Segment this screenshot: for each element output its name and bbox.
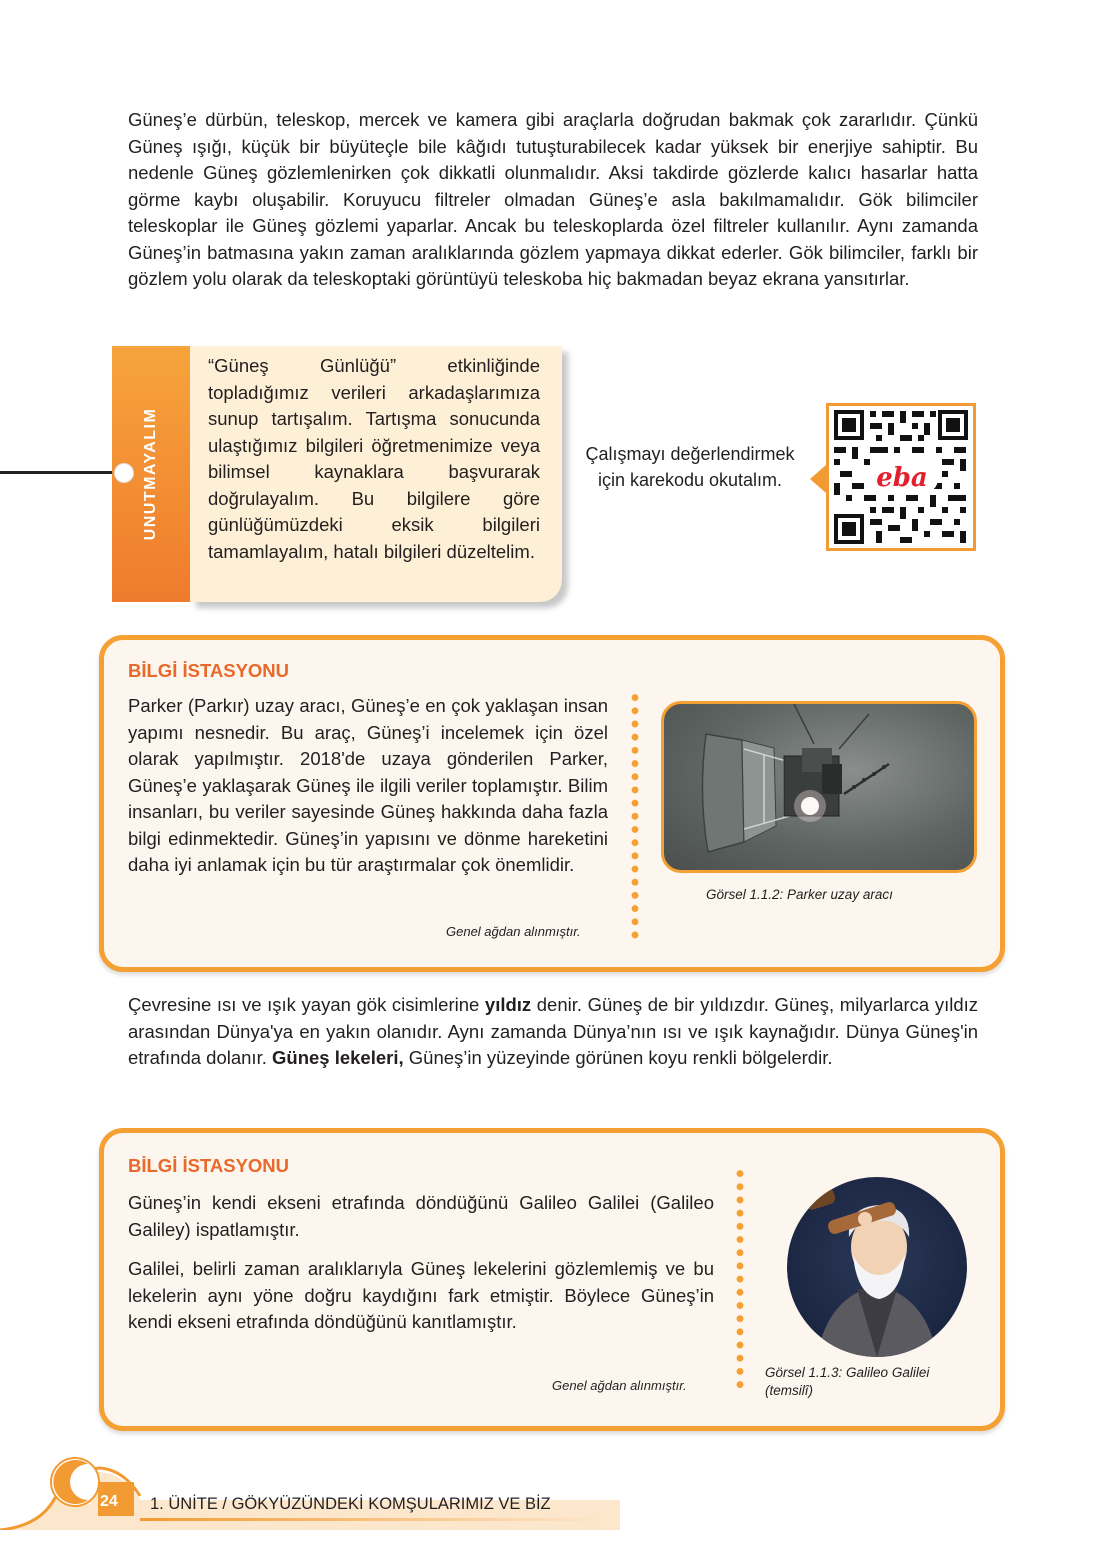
galileo-caption	[765, 1364, 929, 1400]
term-gunes-lekeleri: Güneş lekeleri,	[272, 1047, 404, 1068]
galileo-paragraph-1: Güneş’in kendi ekseni etrafında döndüğünü Galileo Galilei (Galileo Galiley) ispatlamıştır.	[128, 1192, 714, 1240]
qr-instruction: Çalışmayı değerlendirmek için karekodu okutalım.	[585, 444, 795, 490]
bilgi-istasyonu-title-2: BİLGİ İSTASYONU	[128, 1155, 290, 1176]
unit-title: 1. ÜNİTE / GÖKYÜZÜNDEKİ KOMŞULARIMIZ VE BİZ	[150, 1495, 551, 1513]
source-note-1: Genel ağdan alınmıştır.	[446, 924, 581, 939]
star-text-part: denir. Güneş de bir yıldızdır. Güneş, milyarlarca yıldız arasından Dünya'ya en yakın olanıdır. Aynı zamanda Dünya’nın ısı ve ışık kaynağıdır. Dünya Güneş'in etrafında dolanır.	[128, 994, 978, 1068]
star-text-part: Çevresine ısı ve ışık yayan gök cisimlerine	[128, 994, 485, 1015]
galileo-paragraph-2: Galilei, belirli zaman aralıklarıyla Güneş lekelerini gözlemlemiş ve bu lekelerin aynı yöne doğru kaydığını fark etmiştir. Böylece Güneş’in kendi ekseni etrafında döndüğünü kanıtlamıştır.	[128, 1258, 714, 1332]
galileo-telescope-icon	[787, 1177, 967, 1357]
source-note-2: Genel ağdan alınmıştır.	[552, 1378, 687, 1393]
parker-probe-icon	[664, 704, 974, 870]
unutmayalim-text: “Güneş Günlüğü” etkinliğinde topladığımız verileri arkadaşlarımıza sunup tartışalım. Tartışma sonucunda ulaştığımız bilgileri öğretmenimize veya bilimsel kaynaklara başvurarak doğrulayalım. Bu bilgilere göre günlüğümüzdeki eksik bilgileri tamamlayalım, hatalı bilgileri düzeltelim.	[208, 355, 540, 562]
connector-line	[0, 471, 122, 474]
footer-decoration	[0, 1430, 620, 1530]
star-paragraph	[128, 992, 978, 1072]
parker-paragraph: Parker (Parkır) uzay aracı, Güneş’e en çok yaklaşan insan yapımı nesnedir. Bu araç, Güneş’i incelemek için özel olarak yapılmıştır. 2018'de uzaya gönderilen Parker, Güneş’e yaklaşarak Güneş ile ilgili veriler toplamıştır. Bilim insanları, bu veriler sayesinde Güneş hakkında daha fazla bilgi edinmektedir. Güneş’in yapısını ve dönme hareketini daha iyi anlamak için bu tür araştırmalar çok önemlidir.	[128, 695, 608, 875]
intro-paragraph: Güneş’e dürbün, teleskop, mercek ve kamera gibi araçlarla doğrudan bakmak çok zararlıdır. Çünkü Güneş ışığı, küçük bir büyüteçle bile kâğıdı tutuşturabilecek kadar yüksek bir enerjiye sahiptir. Bu nedenle Güneş gözlemlenirken çok dikkatli olunmalıdır. Aksi takdirde gözlerde kalıcı hasarlar hatta görme kaybı oluşabilir. Koruyucu filtreler olmadan Güneş’e asla bakılmamalıdır. Gök bilimciler teleskoplar ile Güneş gözlemi yaparlar. Ancak bu teleskoplarda özel filtreler kullanılır. Aynı zamanda Güneş’in batmasına yakın zaman aralıklarında gözlem yapmaya dikkat ederler. Gök bilimciler, farklı bir gözlem yolu olarak da teleskoptaki görüntüyü teleskoba hiç bakmadan beyaz ekrana yansıtırlar.	[128, 109, 978, 289]
page-number: 24	[100, 1493, 118, 1510]
dotted-divider-2	[736, 1167, 744, 1393]
parker-probe-image	[661, 701, 977, 873]
qr-pointer-arrow	[810, 465, 826, 493]
term-yildiz: yıldız	[484, 994, 532, 1015]
galileo-caption-line: (temsilî)	[765, 1383, 813, 1398]
parker-caption: Görsel 1.1.2: Parker uzay aracı	[706, 887, 893, 902]
star-text-part: Güneş’in yüzeyinde görünen koyu renkli bölgelerdir.	[403, 1047, 833, 1068]
galileo-image	[787, 1177, 967, 1357]
galileo-caption-line: Görsel 1.1.3: Galileo Galilei	[765, 1365, 930, 1380]
bilgi-istasyonu-title-1: BİLGİ İSTASYONU	[128, 660, 290, 681]
connector-dot	[114, 463, 134, 483]
eba-logo: eba	[866, 463, 938, 493]
dotted-divider-1	[631, 691, 639, 941]
unutmayalim-label: UNUTMAYALIM	[142, 407, 159, 541]
